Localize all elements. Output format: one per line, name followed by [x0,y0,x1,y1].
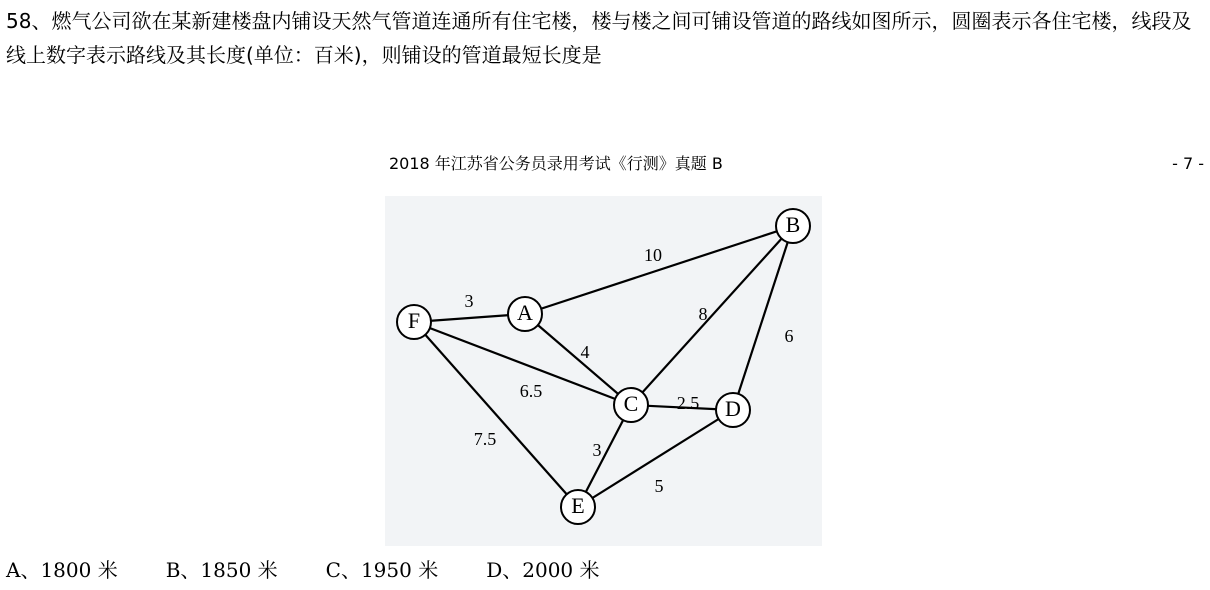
node-label-a: A [517,300,533,326]
edge-length-label-f-c: 6.5 [519,381,543,402]
edge-length-label-c-d: 2.5 [676,393,700,414]
edge-length-label-c-b: 8 [698,304,708,325]
node-f [397,305,431,339]
node-c [614,388,648,422]
answer-options [6,555,648,585]
node-label-b: B [785,212,801,238]
option-b[interactable]: B、1850 米 [165,558,278,582]
edge-f-e [414,322,578,507]
question-text: 58、燃气公司欲在某新建楼盘内铺设天然气管道连通所有住宅楼，楼与楼之间可铺设管道的路线如图所示，圆圈表示各住宅楼，线段及线上数字表示路线及其长度(单位：百米)，则铺设的管道最短长度是 [6,9,1192,67]
node-d [716,393,750,427]
node-label-e: E [571,493,585,519]
edge-length-label-c-e: 3 [592,440,602,461]
edges-layer [414,226,793,507]
edge-length-label-e-d: 5 [654,476,664,497]
node-label-f: F [407,308,421,334]
node-e [561,490,595,524]
node-a [508,297,542,331]
page-number: - 7 - [1172,154,1204,173]
option-c[interactable]: C、1950 米 [325,558,439,582]
pipeline-graph-figure [385,196,822,546]
edge-length-label-a-b: 10 [644,245,662,266]
edge-length-label-f-e: 7.5 [473,429,497,450]
header-title: 2018 年江苏省公务员录用考试《行测》真题 B [389,154,723,173]
node-label-c: C [623,391,639,417]
edge-length-label-b-d: 6 [784,326,794,347]
edge-length-label-a-c: 4 [580,342,590,363]
node-b [776,209,810,243]
option-a[interactable]: A、1800 米 [6,558,118,582]
option-d[interactable]: D、2000 米 [486,558,600,582]
edge-b-d [733,226,793,410]
edge-labels-layer [465,245,794,496]
page-header [0,150,1210,178]
node-label-d: D [725,396,741,422]
edge-length-label-f-a: 3 [464,291,474,312]
pipeline-graph [385,196,822,546]
